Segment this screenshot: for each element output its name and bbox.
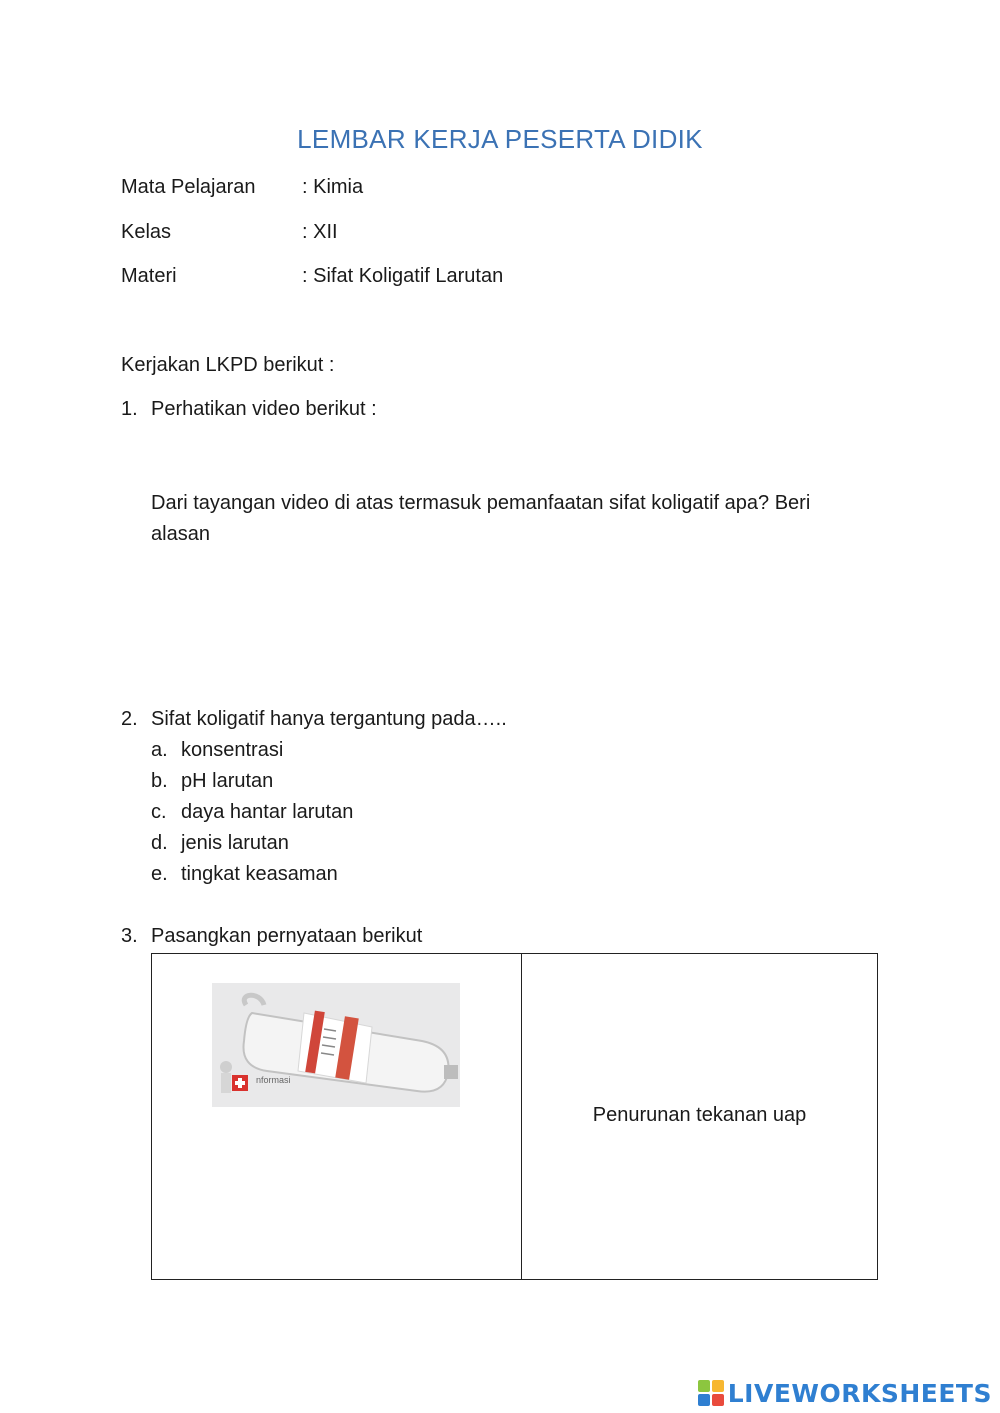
meta-value: : XII [302, 221, 338, 243]
option-a[interactable]: konsentrasi [181, 739, 284, 761]
liveworksheets-logo [698, 1378, 992, 1408]
question-1-followup: Dari tayangan video di atas termasuk pemanfaatan sifat koligatif apa? Beri alasan [151, 492, 811, 545]
matching-statement-cell[interactable] [522, 954, 878, 1280]
option-letter: b. [151, 770, 168, 792]
meta-value: : Sifat Koligatif Larutan [302, 265, 504, 287]
infusion-bag-icon [212, 983, 460, 1107]
option-letter: c. [151, 801, 167, 823]
page-title: LEMBAR KERJA PESERTA DIDIK [297, 124, 703, 154]
option-d[interactable]: jenis larutan [181, 832, 289, 854]
question-1-number: 1. [121, 398, 138, 420]
meta-label: Mata Pelajaran [121, 176, 256, 198]
matching-image-cell[interactable] [152, 954, 522, 1280]
matching-statement: Penurunan tekanan uap [592, 1104, 807, 1126]
meta-label: Kelas [121, 221, 172, 243]
option-c[interactable]: daya hantar larutan [181, 801, 354, 823]
question-3-text: Pasangkan pernyataan berikut [151, 925, 423, 947]
instruction-text: Kerjakan LKPD berikut : [121, 354, 335, 376]
meta-value: : Kimia [302, 176, 364, 198]
option-letter: a. [151, 739, 168, 761]
brand-name: LIVEWORKSHEETS [727, 1378, 992, 1408]
option-e[interactable]: tingkat keasaman [181, 863, 338, 885]
meta-label: Materi [121, 265, 177, 287]
question-3-number: 3. [121, 925, 138, 947]
matching-table [151, 953, 878, 1280]
image-caption: nformasi [256, 1075, 291, 1085]
question-1-text: Perhatikan video berikut : [151, 398, 377, 420]
question-2-text: Sifat koligatif hanya tergantung pada….. [151, 708, 507, 730]
question-2-number: 2. [121, 708, 138, 730]
infusion-bag-image [212, 983, 460, 1107]
liveworksheets-icon [698, 1380, 724, 1406]
option-letter: d. [151, 832, 168, 854]
option-b[interactable]: pH larutan [181, 770, 274, 792]
option-letter: e. [151, 863, 168, 885]
